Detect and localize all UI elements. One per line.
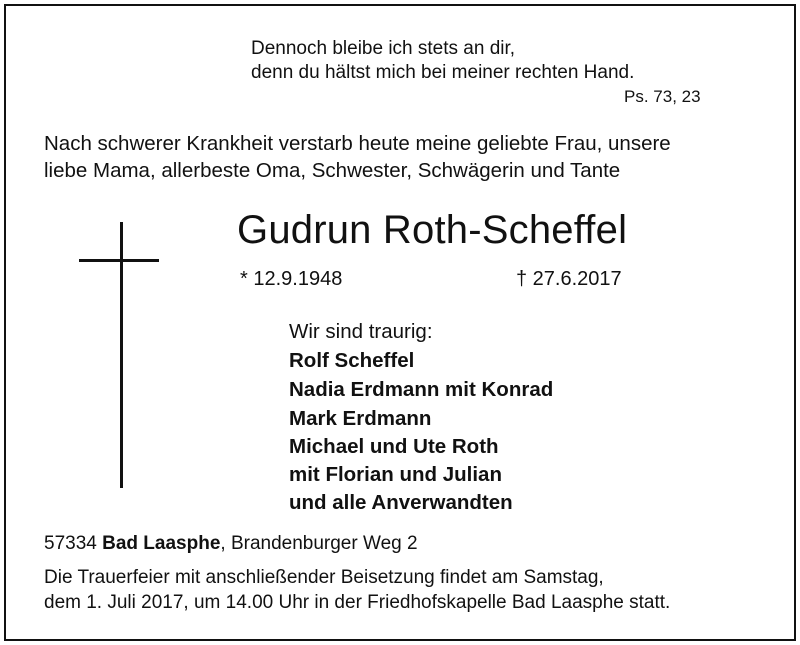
- deceased-name: Gudrun Roth-Scheffel: [237, 208, 628, 252]
- death-date: † 27.6.2017: [516, 268, 622, 290]
- mourners-heading: Wir sind traurig:: [289, 320, 433, 343]
- address-city: Bad Laasphe: [102, 533, 221, 554]
- obituary-notice: [4, 4, 796, 641]
- verse-reference: Ps. 73, 23: [624, 87, 701, 106]
- family-address: [44, 533, 418, 555]
- address-postcode: 57334: [44, 533, 97, 554]
- intro-line-2: liebe Mama, allerbeste Oma, Schwester, Schwägerin und Tante: [44, 159, 621, 182]
- mourner-name: Rolf Scheffel: [289, 349, 415, 372]
- intro-line-1: Nach schwerer Krankheit verstarb heute meine geliebte Frau, unsere: [44, 132, 671, 155]
- mourner-name: Michael und Ute Roth: [289, 435, 499, 458]
- mourner-name: mit Florian und Julian: [289, 463, 502, 486]
- address-street: , Brandenburger Weg 2: [220, 533, 418, 554]
- cross-icon-bar: [79, 259, 159, 262]
- mourner-name: und alle Anverwandten: [289, 491, 513, 514]
- funeral-line-1: Die Trauerfeier mit anschließender Beisetzung findet am Samstag,: [44, 567, 604, 588]
- funeral-line-2: dem 1. Juli 2017, um 14.00 Uhr in der Friedhofskapelle Bad Laasphe statt.: [44, 592, 671, 613]
- mourner-name: Mark Erdmann: [289, 407, 432, 430]
- birth-date: * 12.9.1948: [240, 268, 343, 290]
- verse-line-1: Dennoch bleibe ich stets an dir,: [251, 38, 516, 59]
- verse-line-2: denn du hältst mich bei meiner rechten Hand.: [251, 62, 635, 83]
- mourner-name: Nadia Erdmann mit Konrad: [289, 378, 554, 401]
